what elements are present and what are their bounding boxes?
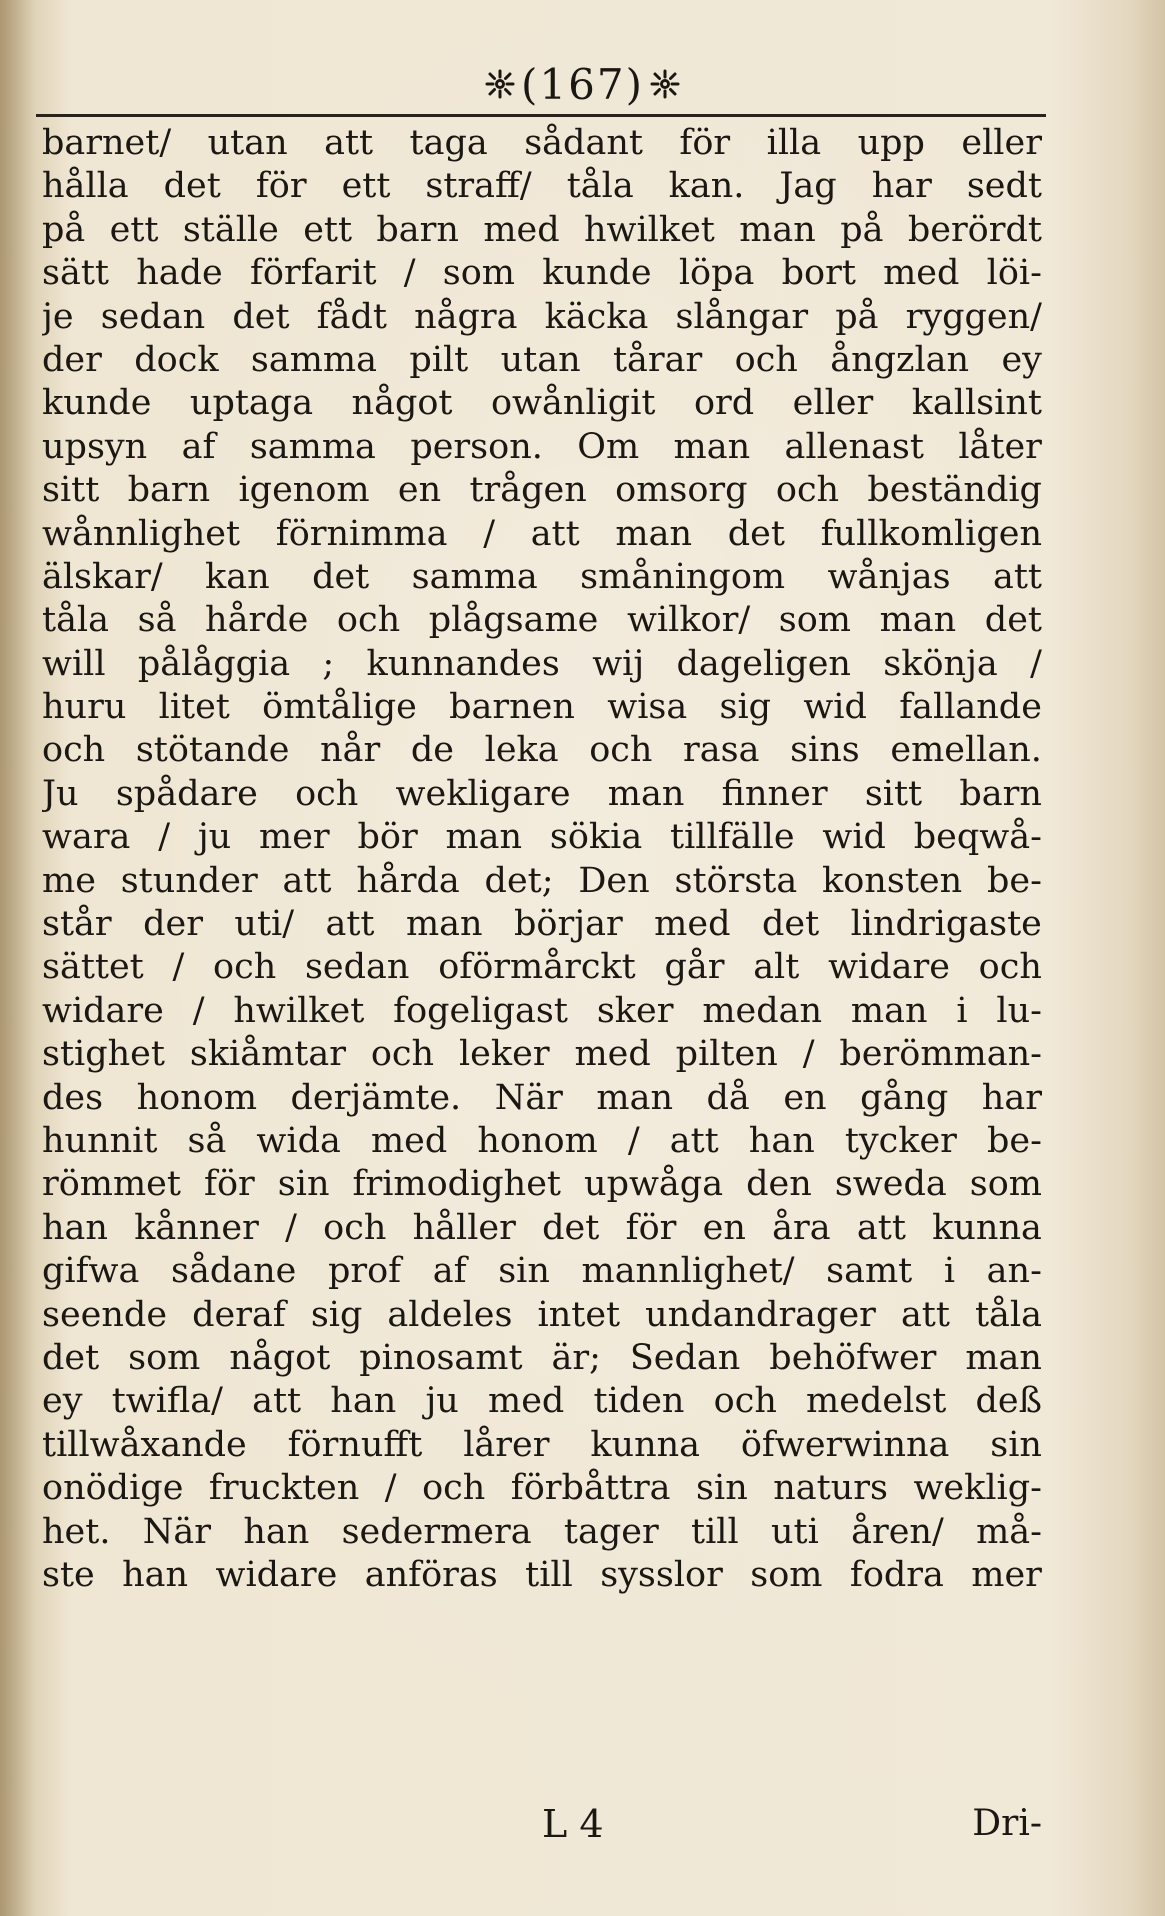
gutter-shadow bbox=[0, 0, 36, 1916]
text-line: barnet/ utan att taga sådant för illa upp eller bbox=[42, 123, 1042, 163]
text-line: wånnlighet förnimma / att man det fullkomligen bbox=[42, 513, 1042, 554]
body-text bbox=[42, 122, 1042, 1597]
text-line: står der uti/ att man börjar med det lindrigaste bbox=[42, 904, 1042, 945]
text-line: je sedan det fådt några käcka slångar på ryggen/ bbox=[42, 296, 1042, 337]
text-line: sättet / och sedan oförmårckt går alt widare och bbox=[42, 947, 1042, 988]
text-line: tillwåxande förnufft lårer kunna öfwerwinna sin bbox=[42, 1424, 1042, 1465]
text-line: wara / ju mer bör man sökia tillfälle wid beqwå- bbox=[42, 817, 1042, 858]
text-line: älskar/ kan det samma småningom wånjas att bbox=[42, 556, 1042, 597]
fleuron-ornament-left-icon bbox=[485, 69, 515, 99]
text-line: Ju spådare och wekligare man finner sitt barn bbox=[42, 773, 1042, 814]
text-line: ey twifla/ att han ju med tiden och medelst deß bbox=[42, 1381, 1042, 1422]
page-number: (167) bbox=[521, 59, 644, 109]
text-line: der dock samma pilt utan tårar och ångzlan ey bbox=[42, 339, 1042, 380]
text-line: des honom derjämte. När man då en gång har bbox=[42, 1077, 1042, 1118]
text-line: seende deraf sig aldeles intet undandrager att tåla bbox=[42, 1294, 1042, 1335]
text-line: upsyn af samma person. Om man allenast låter bbox=[42, 426, 1042, 467]
text-line: det som något pinosamt är; Sedan behöfwer man bbox=[42, 1337, 1042, 1378]
text-line: ste han widare anföras till sysslor som fodra mer bbox=[42, 1554, 1042, 1595]
text-line: kunde uptaga något owånligit ord eller kallsint bbox=[42, 383, 1042, 424]
text-line: will pålåggia ; kunnandes wij dageligen skönja / bbox=[42, 643, 1042, 684]
text-line: stighet skiåmtar och leker med pilten / berömman- bbox=[42, 1034, 1042, 1075]
text-line: huru litet ömtålige barnen wisa sig wid fallande bbox=[42, 687, 1042, 728]
text-line: het. När han sedermera tager till uti åren/ må- bbox=[42, 1511, 1042, 1552]
text-line: han kånner / och håller det för en åra att kunna bbox=[42, 1207, 1042, 1248]
text-line: widare / hwilket fogeligast sker medan man i lu- bbox=[42, 990, 1042, 1031]
text-line: hålla det för ett straff/ tåla kan. Jag har sedt bbox=[42, 166, 1042, 207]
text-line: gifwa sådane prof af sin mannlighet/ samt i an- bbox=[42, 1251, 1042, 1292]
header-rule bbox=[36, 114, 1046, 117]
text-line: på ett ställe ett barn med hwilket man på berördt bbox=[42, 209, 1042, 250]
text-line: sitt barn igenom en trågen omsorg och beständig bbox=[42, 470, 1042, 511]
catchword: Dri- bbox=[972, 1803, 1042, 1844]
signature-mark: L 4 bbox=[542, 1802, 604, 1846]
text-line: tåla så hårde och plågsame wilkor/ som man det bbox=[42, 600, 1042, 641]
fleuron-ornament-right-icon bbox=[650, 69, 680, 99]
page-footer bbox=[42, 1794, 1042, 1854]
text-line: römmet för sin frimodighet upwåga den sweda som bbox=[42, 1164, 1042, 1205]
text-line: hunnit så wida med honom / att han tycker be- bbox=[42, 1120, 1042, 1161]
text-line: sätt hade förfarit / som kunde löpa bort med löi- bbox=[42, 253, 1042, 294]
text-line: me stunder att hårda det; Den största konsten be- bbox=[42, 860, 1042, 901]
text-line: och stötande når de leka och rasa sins emellan. bbox=[42, 730, 1042, 771]
page-header bbox=[0, 54, 1165, 114]
text-line: onödige fruckten / och förbåttra sin naturs weklig- bbox=[42, 1468, 1042, 1509]
